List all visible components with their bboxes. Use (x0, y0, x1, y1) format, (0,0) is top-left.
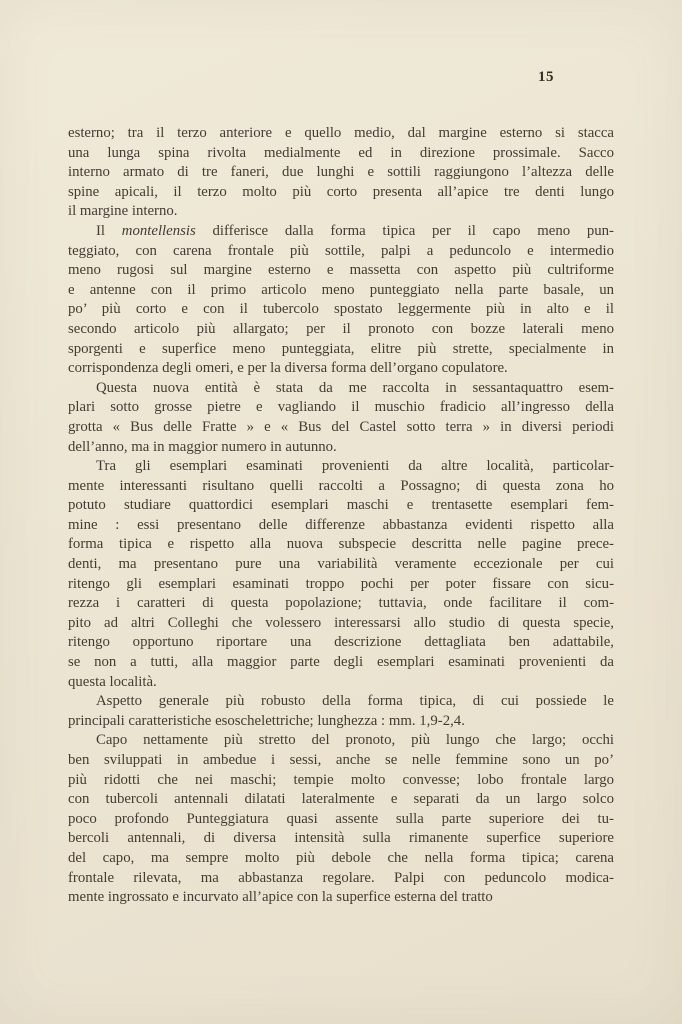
text-line: mente ingrossato e incurvato all’apice con la superfice esterna del tratto (68, 889, 493, 906)
paragraph (68, 379, 614, 457)
text-line: po’ più corto e con il tubercolo spostato leggermente più in alto e il (68, 301, 614, 318)
page-text (68, 124, 614, 908)
text-line: bercoli antennali, di diversa intensità sulla rimanente superfice superiore (68, 830, 614, 847)
text-line: mine : essi presentano delle differenze abbastanza evidenti rispetto alla (68, 516, 614, 533)
text-line: ritengo gli esemplari esaminati troppo pochi per poter fissare con sicu- (68, 575, 614, 592)
text-line: corrispondenza degli omeri, e per la diversa forma dell’organo copulatore. (68, 360, 508, 377)
text-line: forma tipica e rispetto alla nuova subspecie descritta nelle pagine prece- (68, 536, 614, 553)
text-line: una lunga spina rivolta medialmente ed in direzione prossimale. Sacco (68, 144, 614, 161)
text-line: rezza i caratteri di questa popolazione; tuttavia, onde facilitare il com- (68, 595, 614, 612)
text-line: il margine interno. (68, 203, 178, 220)
text-line: spine apicali, il terzo molto più corto presenta all’apice tre denti lungo (68, 183, 614, 200)
page-number: 15 (538, 69, 554, 85)
text-line: mente interessanti risultano quelli raccolti a Possagno; di questa zona ho (68, 477, 614, 494)
text-line: Il montellensis differisce dalla forma tipica per il capo meno pun- (96, 222, 614, 239)
text-line: potuto studiare quattordici esemplari maschi e trentasette esemplari fem- (68, 497, 614, 514)
text-line: plari sotto grosse pietre e vagliando il muschio fradicio all’ingresso della (68, 399, 614, 416)
paragraph (68, 222, 614, 379)
text-line: più ridotti che nei maschi; tempie molto convesse; lobo frontale largo (68, 771, 614, 788)
paragraph (68, 457, 614, 692)
text-line: con tubercoli antennali dilatati lateralmente e separati da un largo solco (68, 791, 614, 808)
text-line: esterno; tra il terzo anteriore e quello medio, dal margine esterno si stacca (68, 125, 614, 141)
text-line: Tra gli esemplari esaminati provenienti da altre località, particolar- (96, 458, 614, 475)
text-line: se non a tutti, alla maggior parte degli esemplari esaminati provenienti da (68, 654, 614, 671)
text-line: del capo, ma sempre molto più debole che nella forma tipica; carena (68, 849, 614, 866)
text-line: pito ad altri Colleghi che volessero interessarsi allo studio di questa specie, (68, 614, 614, 631)
text-line: Questa nuova entità è stata da me raccolta in sessantaquattro esem- (96, 379, 614, 396)
text-line: teggiato, con carena frontale più sottile, palpi a peduncolo e intermedio (68, 242, 614, 259)
text-line: sporgenti e superfice meno punteggiata, elitre più strette, specialmente in (68, 340, 614, 357)
text-line: ritengo opportuno riportare una descrizione dettagliata ben adattabile, (68, 634, 614, 651)
text-line: secondo articolo più allargato; per il pronoto con bozze laterali meno (68, 320, 614, 337)
text-line: principali caratteristiche esoschelettriche; lunghezza : mm. 1,9-2,4. (68, 712, 465, 729)
text-line: grotta « Bus delle Fratte » e « Bus del Castel sotto terra » in diversi periodi (68, 418, 614, 435)
text-line: meno rugosi sul margine esterno e massetta con aspetto più cultriforme (68, 262, 614, 279)
text-line: denti, ma presentano pure una variabilità veramente eccezionale per cui (68, 556, 614, 573)
text-line: e antenne con il primo articolo meno punteggiato nella parte basale, un (68, 281, 614, 298)
paragraph (68, 124, 614, 222)
text-line: Aspetto generale più robusto della forma tipica, di cui possiede le (96, 693, 614, 710)
text-line: questa località. (68, 673, 157, 690)
paragraph (68, 692, 614, 731)
text-line: dell’anno, ma in maggior numero in autunno. (68, 438, 337, 455)
text-line: Capo nettamente più stretto del pronoto, più lungo che largo; occhi (96, 732, 614, 749)
text-line: frontale rilevata, ma abbastanza regolare. Palpi con peduncolo modica- (68, 869, 614, 886)
text-line: ben sviluppati in ambedue i sessi, anche se nelle femmine sono un po’ (68, 752, 614, 768)
text-line: poco profondo Punteggiatura quasi assente sulla parte superiore dei tu- (68, 810, 614, 827)
text-line: interno armato di tre faneri, due lunghi e sottili raggiungono l’altezza delle (68, 164, 614, 181)
paragraph (68, 731, 614, 907)
